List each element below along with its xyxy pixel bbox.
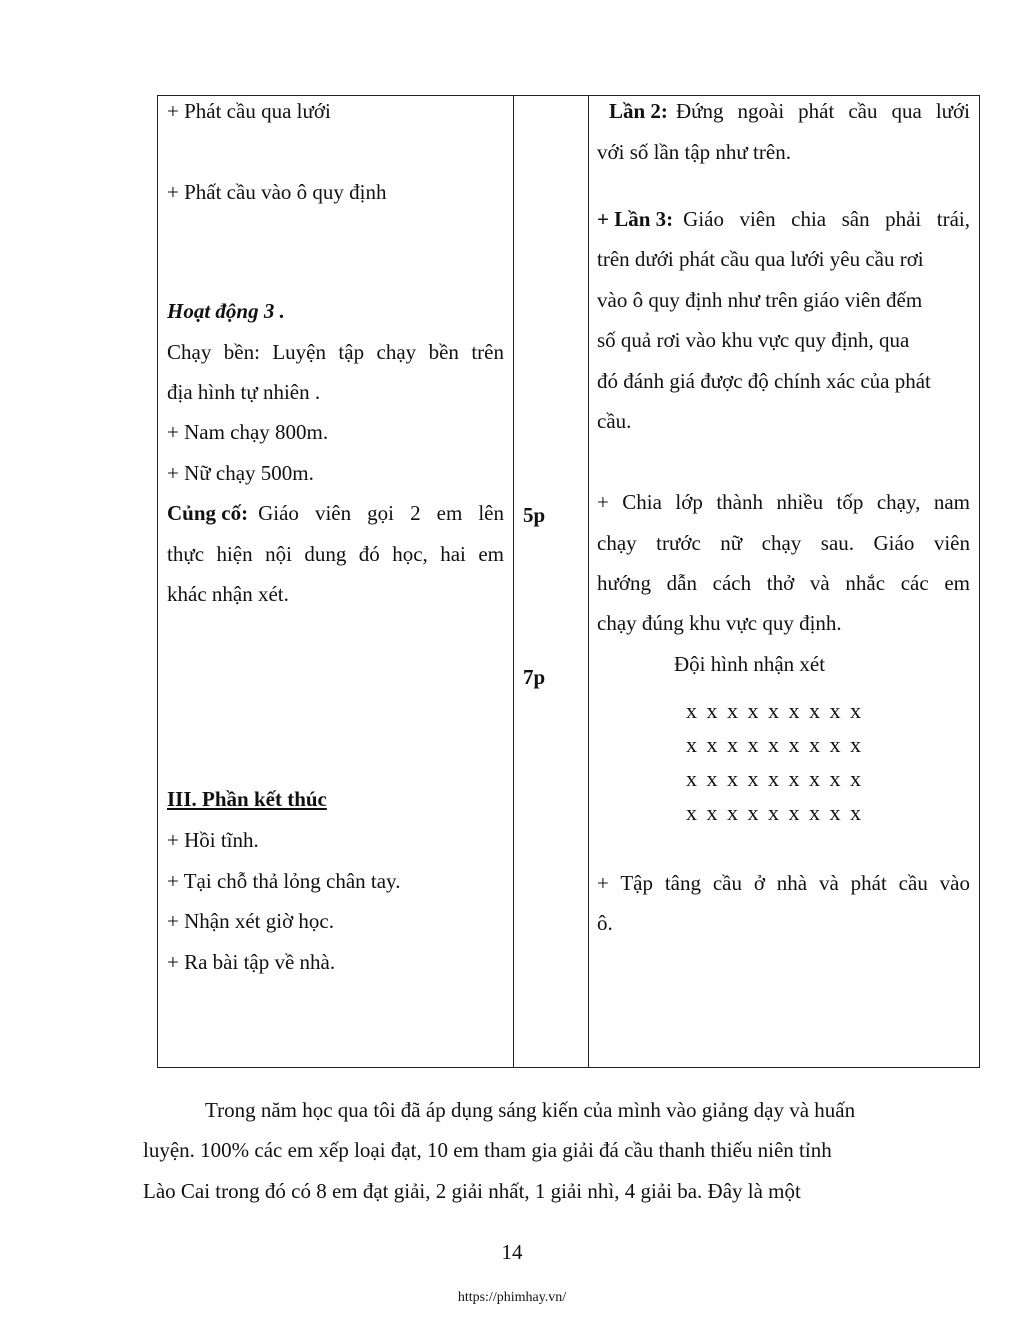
right-line: chạy trước nữ chạy sau. Giáo viên: [597, 531, 970, 555]
review-label: Củng cố:: [167, 501, 249, 525]
body-paragraph-line: Lào Cai trong đó có 8 em đạt giải, 2 giải nhất, 1 giải nhì, 4 giải ba. Đây là một: [143, 1179, 801, 1203]
lan2-text: Đứng ngoài phát cầu qua lưới: [675, 99, 970, 123]
left-line: + Hồi tĩnh.: [167, 828, 259, 852]
right-line: + Chia lớp thành nhiều tốp chạy, nam: [597, 490, 970, 514]
review-line: [167, 500, 504, 526]
right-line: chạy đúng khu vực quy định.: [597, 611, 842, 635]
activity-heading: Hoạt động 3 .: [167, 299, 285, 323]
lan3-text: Giáo viên chia sân phải trái,: [683, 207, 970, 231]
formation-row: x x x x x x x x x: [686, 800, 863, 825]
formation-row: x x x x x x x x x: [686, 766, 863, 791]
footer-url[interactable]: https://phimhay.vn/: [457, 1290, 567, 1305]
right-line: với số lần tập như trên.: [597, 140, 791, 164]
right-line: + Tập tâng cầu ở nhà và phát cầu vào: [597, 871, 970, 895]
time-label: 7p: [523, 665, 546, 689]
formation-row: x x x x x x x x x: [686, 732, 863, 757]
left-line: + Nhận xét giờ học.: [167, 909, 334, 933]
left-line: Chạy bền: Luyện tập chạy bền trên: [167, 340, 504, 364]
right-line: vào ô quy định như trên giáo viên đếm: [597, 288, 923, 312]
section-heading: III. Phần kết thúc: [167, 787, 327, 811]
lan2-line: [609, 98, 970, 124]
time-label: 5p: [523, 503, 546, 527]
left-line: + Phát cầu qua lưới: [167, 99, 331, 123]
right-line: cầu.: [597, 409, 632, 433]
page-number: 14: [501, 1240, 523, 1264]
left-line: + Tại chỗ thả lỏng chân tay.: [167, 869, 401, 893]
right-line: hướng dẫn cách thở và nhắc các em: [597, 571, 970, 595]
formation-title: Đội hình nhận xét: [674, 652, 826, 676]
right-line: đó đánh giá được độ chính xác của phát: [597, 369, 931, 393]
lan2-label: Lần 2:: [609, 99, 668, 123]
body-paragraph-line: luyện. 100% các em xếp loại đạt, 10 em tham gia giải đá cầu thanh thiếu niên tỉnh: [143, 1138, 832, 1162]
body-paragraph-line: Trong năm học qua tôi đã áp dụng sáng kiến của mình vào giảng dạy và huấn: [205, 1098, 856, 1122]
column-divider: [588, 96, 589, 1067]
left-line: + Ra bài tập về nhà.: [167, 950, 336, 974]
left-line: khác nhận xét.: [167, 582, 289, 606]
lan3-line: [597, 206, 970, 232]
review-text: Giáo viên gọi 2 em lên: [258, 501, 504, 525]
formation-row: x x x x x x x x x: [686, 698, 863, 723]
right-line: trên dưới phát cầu qua lưới yêu cầu rơi: [597, 247, 924, 271]
left-line: + Nữ chạy 500m.: [167, 461, 314, 485]
left-line: thực hiện nội dung đó học, hai em: [167, 542, 504, 566]
left-line: địa hình tự nhiên .: [167, 380, 321, 404]
right-line: ô.: [597, 911, 613, 935]
left-line: + Phất cầu vào ô quy định: [167, 180, 387, 204]
lesson-table: [157, 95, 980, 1068]
lan3-label: + Lần 3:: [597, 207, 674, 231]
column-divider: [513, 96, 514, 1067]
right-line: số quả rơi vào khu vực quy định, qua: [597, 328, 910, 352]
left-line: + Nam chạy 800m.: [167, 420, 329, 444]
